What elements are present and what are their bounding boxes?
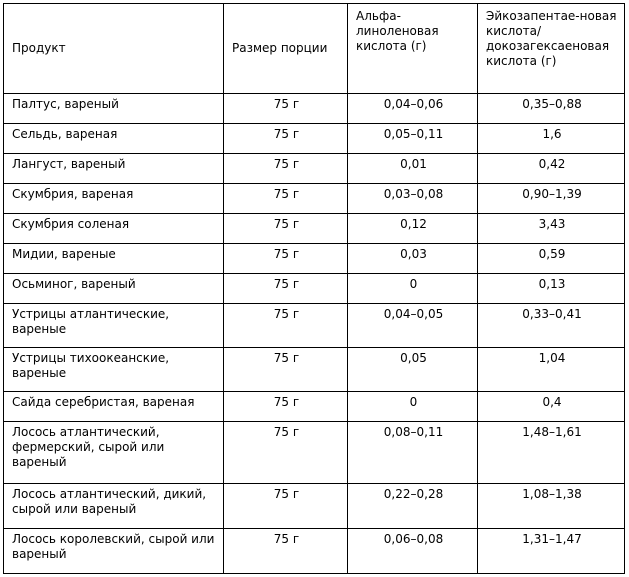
table-row bbox=[4, 274, 625, 304]
cell-ala: 0 bbox=[348, 274, 478, 304]
table-row bbox=[4, 154, 625, 184]
cell-ala: 0,12 bbox=[348, 214, 478, 244]
cell-epa-dha: 0,59 bbox=[478, 244, 625, 274]
header-ala: Альфа-линоленовая кислота (г) bbox=[348, 4, 478, 94]
cell-serving: 75 г bbox=[224, 244, 348, 274]
cell-ala: 0,06–0,08 bbox=[348, 529, 478, 574]
cell-serving: 75 г bbox=[224, 184, 348, 214]
cell-product: Мидии, вареные bbox=[4, 244, 224, 274]
cell-epa-dha: 1,48–1,61 bbox=[478, 422, 625, 484]
table-row bbox=[4, 484, 625, 529]
table-row bbox=[4, 184, 625, 214]
cell-product: Устрицы атлантические, вареные bbox=[4, 304, 224, 348]
cell-epa-dha: 0,42 bbox=[478, 154, 625, 184]
cell-serving: 75 г bbox=[224, 392, 348, 422]
cell-epa-dha: 1,04 bbox=[478, 348, 625, 392]
cell-serving: 75 г bbox=[224, 94, 348, 124]
cell-epa-dha: 0,4 bbox=[478, 392, 625, 422]
cell-serving: 75 г bbox=[224, 124, 348, 154]
cell-product: Скумбрия, вареная bbox=[4, 184, 224, 214]
cell-product: Лосось атлантический, дикий, сырой или вареный bbox=[4, 484, 224, 529]
cell-serving: 75 г bbox=[224, 214, 348, 244]
table-row bbox=[4, 348, 625, 392]
cell-product: Устрицы тихоокеанские, вареные bbox=[4, 348, 224, 392]
cell-epa-dha: 0,35–0,88 bbox=[478, 94, 625, 124]
cell-serving: 75 г bbox=[224, 154, 348, 184]
cell-serving: 75 г bbox=[224, 422, 348, 484]
header-product: Продукт bbox=[4, 4, 224, 94]
cell-epa-dha: 1,31–1,47 bbox=[478, 529, 625, 574]
cell-epa-dha: 0,33–0,41 bbox=[478, 304, 625, 348]
cell-ala: 0,08–0,11 bbox=[348, 422, 478, 484]
cell-epa-dha: 0,90–1,39 bbox=[478, 184, 625, 214]
cell-serving: 75 г bbox=[224, 484, 348, 529]
cell-ala: 0 bbox=[348, 392, 478, 422]
header-epa-dha: Эйкозапентае-новая кислота/ докозагексаеновая кислота (г) bbox=[478, 4, 625, 94]
cell-serving: 75 г bbox=[224, 348, 348, 392]
cell-ala: 0,01 bbox=[348, 154, 478, 184]
cell-serving: 75 г bbox=[224, 274, 348, 304]
table-row bbox=[4, 304, 625, 348]
table-row bbox=[4, 392, 625, 422]
cell-epa-dha: 3,43 bbox=[478, 214, 625, 244]
omega3-table bbox=[3, 3, 625, 574]
table-row bbox=[4, 214, 625, 244]
cell-serving: 75 г bbox=[224, 304, 348, 348]
table-row bbox=[4, 244, 625, 274]
cell-epa-dha: 1,08–1,38 bbox=[478, 484, 625, 529]
header-serving: Размер порции bbox=[224, 4, 348, 94]
cell-product: Лосось королевский, сырой или вареный bbox=[4, 529, 224, 574]
cell-epa-dha: 0,13 bbox=[478, 274, 625, 304]
table-row bbox=[4, 124, 625, 154]
cell-ala: 0,05–0,11 bbox=[348, 124, 478, 154]
cell-epa-dha: 1,6 bbox=[478, 124, 625, 154]
cell-ala: 0,04–0,06 bbox=[348, 94, 478, 124]
cell-product: Палтус, вареный bbox=[4, 94, 224, 124]
cell-ala: 0,05 bbox=[348, 348, 478, 392]
cell-ala: 0,03–0,08 bbox=[348, 184, 478, 214]
cell-ala: 0,03 bbox=[348, 244, 478, 274]
cell-product: Сельдь, вареная bbox=[4, 124, 224, 154]
cell-product: Лосось атлантический, фермерский, сырой или вареный bbox=[4, 422, 224, 484]
header-row bbox=[4, 4, 625, 94]
table-container bbox=[3, 3, 625, 574]
table-row bbox=[4, 529, 625, 574]
cell-product: Сайда серебристая, вареная bbox=[4, 392, 224, 422]
cell-serving: 75 г bbox=[224, 529, 348, 574]
cell-product: Лангуст, вареный bbox=[4, 154, 224, 184]
cell-product: Скумбрия соленая bbox=[4, 214, 224, 244]
cell-ala: 0,04–0,05 bbox=[348, 304, 478, 348]
table-row bbox=[4, 422, 625, 484]
cell-ala: 0,22–0,28 bbox=[348, 484, 478, 529]
cell-product: Осьминог, вареный bbox=[4, 274, 224, 304]
table-row bbox=[4, 94, 625, 124]
